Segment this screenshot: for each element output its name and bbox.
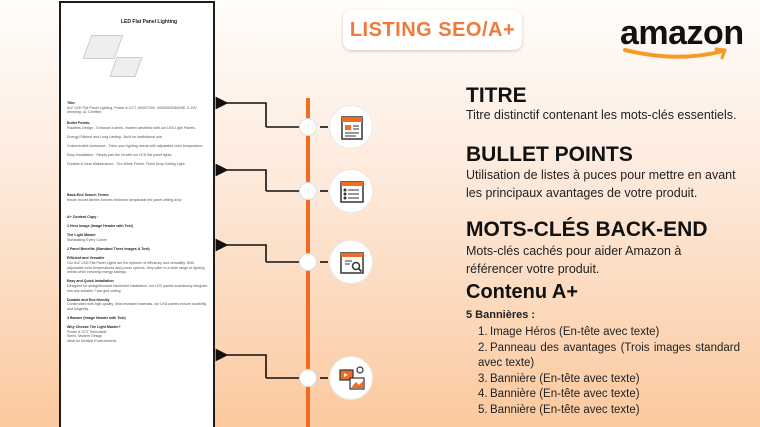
doc-line: Easy and Quick Installation — [67, 279, 114, 284]
section-desc-bullets: Utilisation de listes à puces pour mettre en avant les principaux avantages de votre produit. — [466, 168, 736, 200]
doc-line: 1 Hero Image (Image Header with Text) — [67, 224, 133, 229]
doc-line: Title: — [67, 101, 76, 105]
doc-line: Durable & Near Maintenance - Our White Frame, Flush Drop Ceiling Light. — [67, 162, 186, 167]
listing-seo-badge: LISTING SEO/A+ — [343, 10, 522, 50]
doc-line: 6x2' LED Flat Panel Lighting, Power & CCT, 6000/7000, 4000/5000/6000K, 0-10V dimming, UL Certified — [67, 105, 197, 115]
section-desc-backend: Mots-clés cachés pour aider Amazon à référencer votre produit. — [466, 244, 682, 276]
doc-line: Efficient and Versatile — [67, 256, 105, 261]
doc-line: A+ Content Copy : — [67, 215, 99, 219]
doc-line: 2 Panel Benefits (Standard Three Images & Text) — [67, 247, 150, 252]
timeline-dot — [299, 253, 317, 271]
doc-line: Flawless Design - Enhance a sleek, modern aesthetic with our LED Light Panels. — [67, 125, 196, 130]
list-item: 4. Bannière (En-tête avec texte) — [478, 388, 640, 400]
document-title: LED Flat Panel Lighting — [121, 19, 178, 25]
section-desc-title: Titre distinctif contenant les mots-clés essentiels. — [466, 108, 737, 122]
section-heading-backend: MOTS-CLÉS BACK-END — [466, 218, 708, 241]
list-icon — [329, 169, 373, 213]
section-heading-a-plus: Contenu A+ — [466, 281, 579, 303]
timeline-dot — [299, 118, 317, 136]
timeline-dot — [299, 182, 317, 200]
doc-line: Power & CCT Selectable — [67, 329, 107, 334]
doc-line: Energy Efficient and Long Lasting - Built for institutional use. — [67, 134, 163, 139]
banner-list — [478, 325, 740, 418]
search-window-icon — [329, 240, 373, 284]
banners-label: 5 Bannières : — [466, 309, 536, 321]
media-icon — [329, 356, 373, 400]
doc-line: Illuminating Every Corner — [67, 237, 108, 242]
doc-line: Back-End Search Terms: — [67, 193, 110, 197]
doc-line: The Light Master — [67, 233, 96, 238]
doc-line: Durable and Eco-friendly — [67, 297, 110, 302]
list-item: 3. Bannière (En-tête avec texte) — [478, 372, 640, 385]
doc-line: 3 Banner (Image Header with Text) — [67, 316, 126, 321]
doc-line: Why Choose The Light Master? — [67, 325, 121, 330]
doc-line: fixture mount kitchen fixtures bedroom lampshade led panel ceiling drop — [67, 197, 182, 202]
doc-line: Bullet Points: — [67, 121, 91, 125]
section-heading-bullets: BULLET POINTS — [466, 143, 633, 166]
doc-line: Ideal for Multiple Environments — [67, 339, 117, 344]
doc-line: Sleek, Modern Design — [67, 334, 103, 339]
section-heading-title: TITRE — [466, 84, 527, 107]
document-icon — [329, 105, 373, 149]
list-item: 2. Panneau des avantages (Trois images standard avec texte) — [478, 341, 740, 369]
list-item: 1. Image Héros (En-tête avec texte) — [478, 326, 660, 338]
timeline-dot — [299, 369, 317, 387]
amazon-logo: amazon — [620, 14, 744, 52]
doc-line: Easy Installation - Simply pair the kit with our LED flat panel lights. — [67, 153, 173, 158]
doc-line: Customizable Ambiance - Tailor your lighting needs with adjustable color temperature. — [67, 143, 204, 148]
list-item: 5. Bannière (En-tête avec texte) — [478, 403, 640, 416]
listing-document-preview: LED Flat Panel Lighting Title: 6x2' LED Flat Panel Lighting, Power & CCT, 6000/7000, 4000/5000/6000K, 0-10V dimming, UL Certified Bullet Points: Flawless Design - Enhance a sleek, modern aesthetic with our LED Light Panels. Energy Efficient and Long Lasting - Built for institutional use. Customizable Ambiance - Tailor your lighting needs with adjustable color temperature. Easy Installation - Simply pair the kit with our LED flat panel lights. Durable & Near Maintenance - Our White Frame, Flush Drop Ceiling Light. Back-End Search Terms: fixture mount kitchen fixtures bedroom lampshade led panel ceiling drop A+ Content Copy : 1 Hero Image (Image Header with Text) The Light Master Illuminating Every Corner 2 Panel Benefits (Standard Three Images & Text) Efficient and Versatile Our 6x2' LED Flat Panel Lights are the epitome of efficiency and versatility. With adjustable color temperatures and power options, they cater to a wide range of lighting needs while ensuring energy savings. Easy and Quick Installation Designed for straightforward hardwired installation, our LED panels seamlessly integrate into any suitable T-bar grid ceiling. Durable and Eco-friendly Constructed with high-quality, heat-resistant materials, our LED panels ensure durability and longevity. 3 Banner (Image Header with Text) Why Choose The Light Master? Power & CCT Selectable Sleek, Modern Design Ideal for Multiple Environments — [59, 1, 215, 427]
